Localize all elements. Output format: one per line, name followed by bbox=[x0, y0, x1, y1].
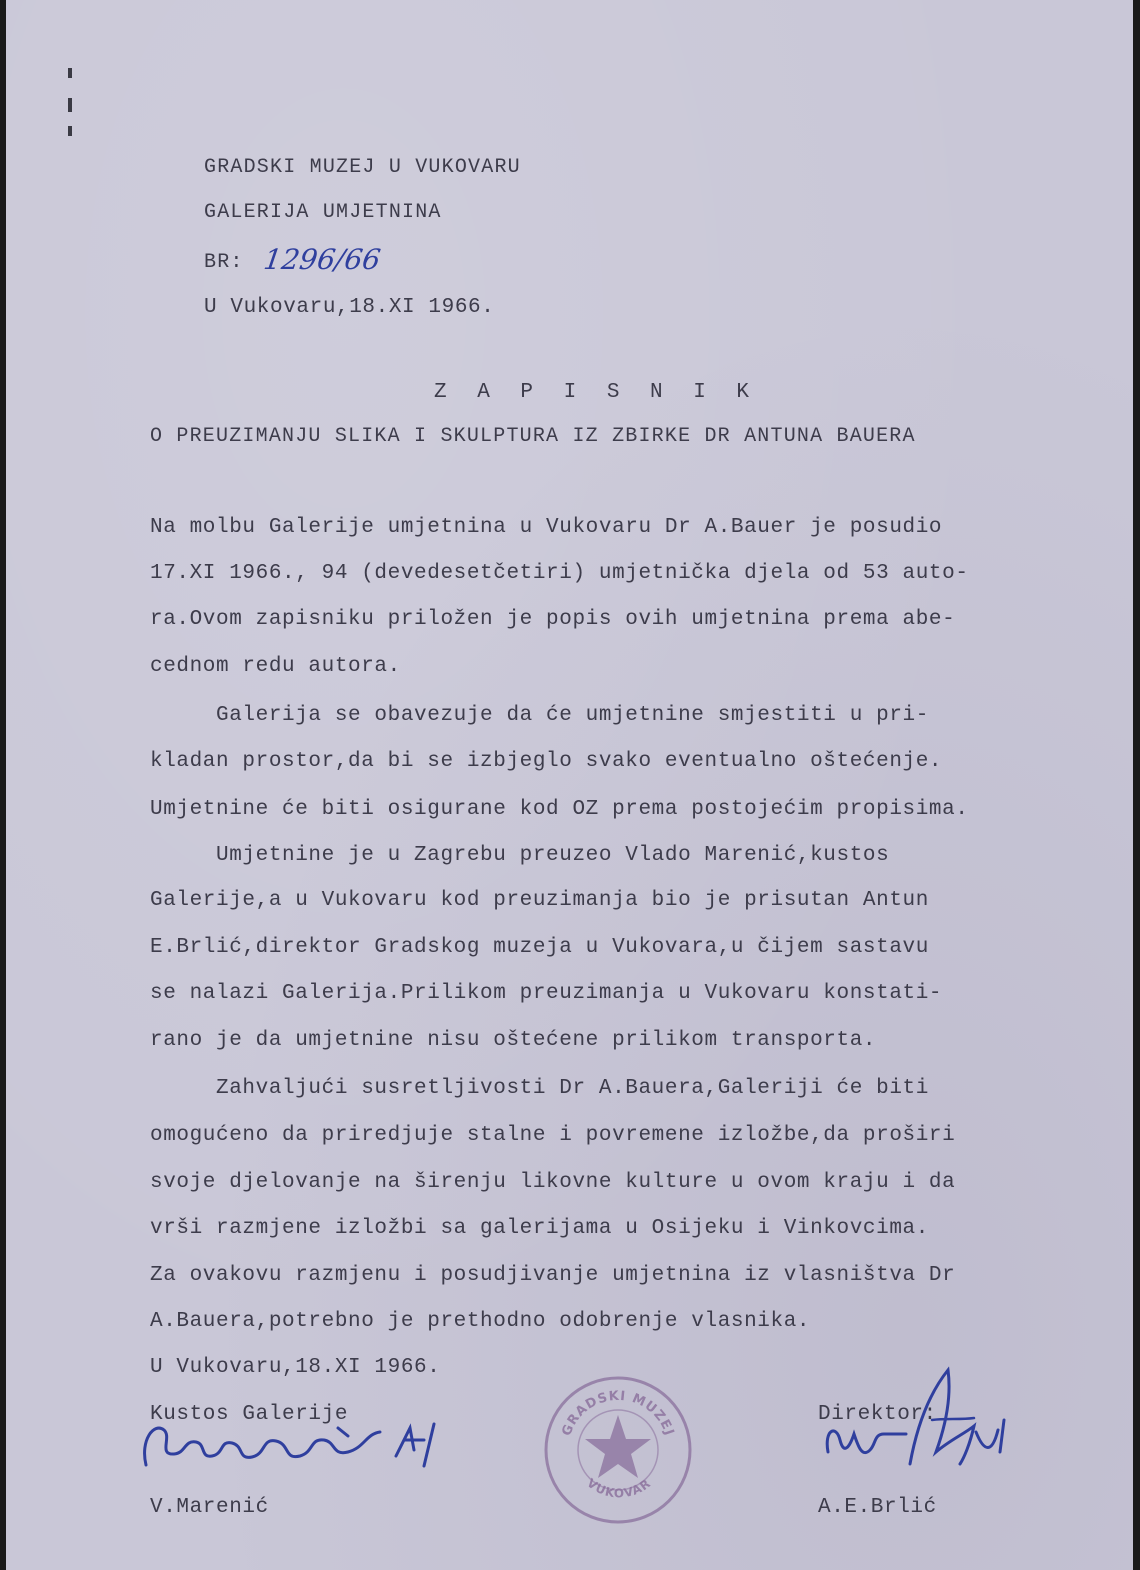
stamp-text-top: GRADSKI MUZEJ bbox=[559, 1388, 677, 1439]
handwritten-number: 1296/66 bbox=[261, 243, 383, 276]
closing-place-date: U Vukovaru,18.XI 1966. bbox=[150, 1356, 441, 1379]
curator-name: V.Marenić bbox=[150, 1496, 269, 1519]
body-line: Na molbu Galerije umjetnina u Vukovaru Dr A.Bauer je posudio bbox=[150, 516, 943, 539]
museum-stamp bbox=[543, 1375, 693, 1525]
body-line: rano je da umjetnine nisu oštećene prilikom transporta. bbox=[150, 1029, 877, 1052]
director-name: A.E.Brlić bbox=[818, 1496, 937, 1519]
document-page bbox=[6, 0, 1133, 1570]
director-signature bbox=[814, 1360, 1014, 1480]
body-line: Umjetnine je u Zagrebu preuzeo Vlado Marenić,kustos bbox=[150, 844, 890, 867]
binding-mark bbox=[68, 68, 72, 78]
body-line: omogućeno da priredjuje stalne i povremene izložbe,da proširi bbox=[150, 1124, 956, 1147]
binding-mark bbox=[68, 98, 72, 112]
stamp-text-bottom: VUKOVAR bbox=[584, 1475, 654, 1501]
body-line: Galerija se obavezuje da će umjetnine smjestiti u pri- bbox=[150, 704, 929, 727]
svg-text:VUKOVAR bbox=[584, 1476, 653, 1500]
body-line: E.Brlić,direktor Gradskog muzeja u Vukovara,u čijem sastavu bbox=[150, 936, 929, 959]
body-line: kladan prostor,da bi se izbjeglo svako eventualno oštećenje. bbox=[150, 750, 943, 773]
body-line: svoje djelovanje na širenju likovne kulture u ovom kraju i da bbox=[150, 1171, 956, 1194]
curator-role: Kustos Galerije bbox=[150, 1403, 349, 1426]
body-line: Zahvaljući susretljivosti Dr A.Bauera,Galeriji će biti bbox=[150, 1077, 929, 1100]
document-title: Z A P I S N I K bbox=[434, 381, 759, 404]
institution-name: GRADSKI MUZEJ U VUKOVARU bbox=[204, 156, 521, 179]
binding-mark bbox=[68, 126, 72, 136]
body-line: vrši razmjene izložbi sa galerijama u Osijeku i Vinkovcima. bbox=[150, 1217, 929, 1240]
body-line: A.Bauera,potrebno je prethodno odobrenje vlasnika. bbox=[150, 1310, 811, 1333]
body-line: Za ovakovu razmjenu i posudjivanje umjetnina iz vlasništva Dr bbox=[150, 1264, 956, 1287]
body-line: Umjetnine će biti osigurane kod OZ prema postojećim propisima. bbox=[150, 798, 969, 821]
body-line: se nalazi Galerija.Prilikom preuzimanja u Vukovaru konstati- bbox=[150, 982, 943, 1005]
header-place-date: U Vukovaru,18.XI 1966. bbox=[204, 296, 495, 319]
number-label: BR: bbox=[204, 251, 244, 274]
body-line: Galerije,a u Vukovaru kod preuzimanja bio je prisutan Antun bbox=[150, 889, 929, 912]
curator-signature bbox=[134, 1410, 464, 1480]
body-line: cednom redu autora. bbox=[150, 655, 401, 678]
body-line: ra.Ovom zapisniku priložen je popis ovih umjetnina prema abe- bbox=[150, 608, 956, 631]
director-role: Direktor: bbox=[818, 1403, 937, 1426]
body-line: 17.XI 1966., 94 (devedesetčetiri) umjetnička djela od 53 auto- bbox=[150, 562, 969, 585]
document-subtitle: O PREUZIMANJU SLIKA I SKULPTURA IZ ZBIRKE DR ANTUNA BAUERA bbox=[150, 425, 916, 448]
department-name: GALERIJA UMJETNINA bbox=[204, 201, 442, 224]
